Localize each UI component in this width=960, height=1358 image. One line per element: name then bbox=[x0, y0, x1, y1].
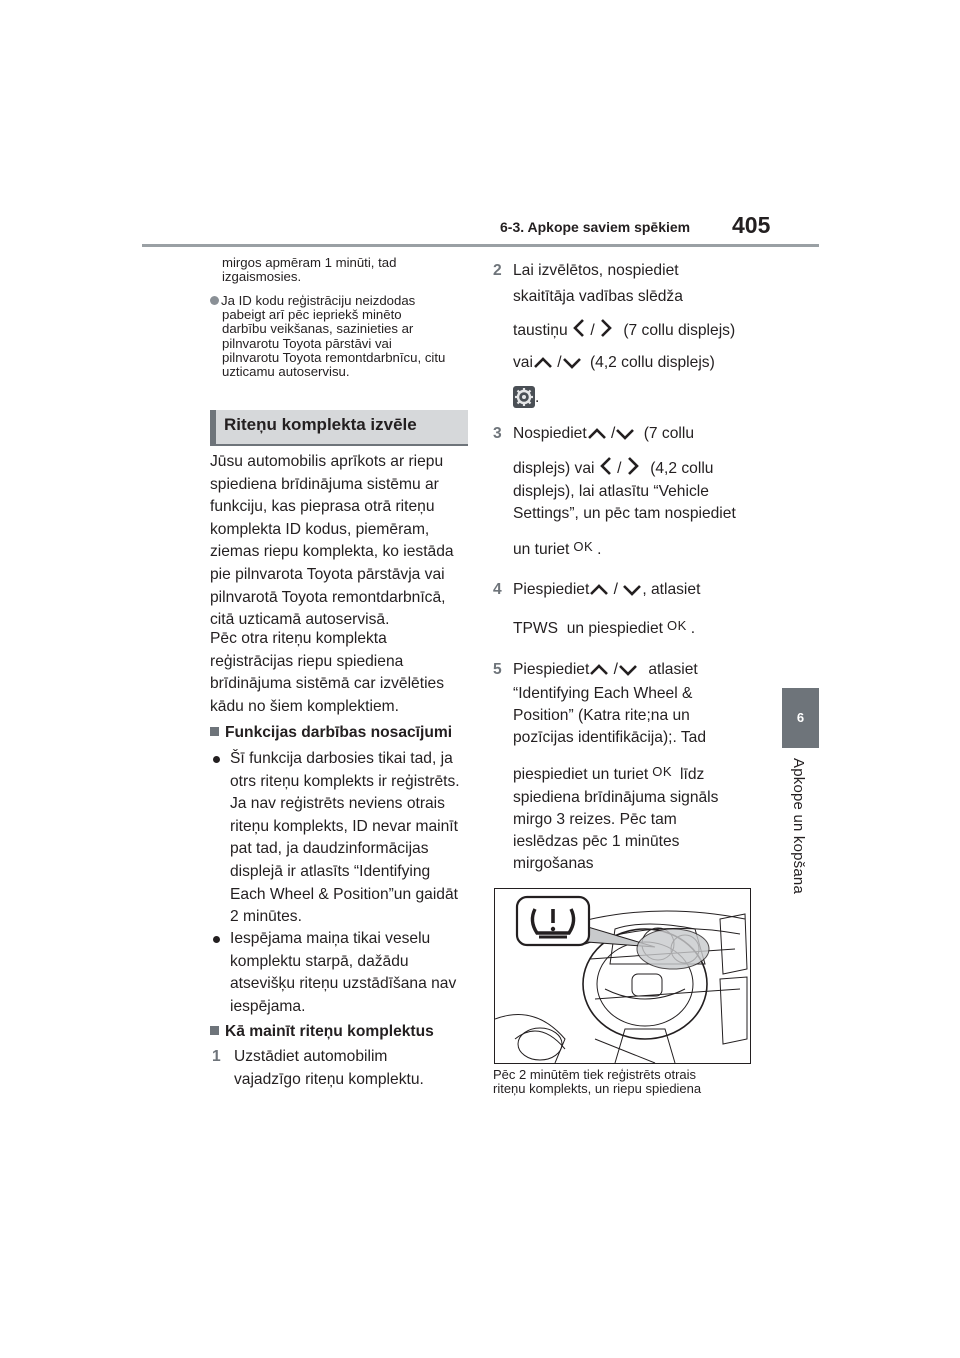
text-fragment: / bbox=[617, 460, 622, 477]
text-line: displejā ir atlasīts “Identifying bbox=[230, 862, 431, 880]
text-line: vajadzīgo riteņu komplektu. bbox=[234, 1070, 424, 1088]
chevron-down-icon bbox=[562, 356, 582, 370]
chevron-right-icon bbox=[599, 318, 613, 338]
text-fragment: . bbox=[690, 620, 696, 637]
text-line: Iespējama maiņa tikai veselu bbox=[230, 930, 431, 947]
text-line: Ja ID kodu reģistrāciju neizdodas bbox=[221, 293, 416, 308]
text-fragment: . bbox=[597, 541, 602, 558]
text-line: ziemas riepu komplekta, ko iestāda bbox=[210, 543, 454, 561]
text-line: mirgos apmēram 1 minūti, tad bbox=[222, 255, 397, 270]
text-fragment: Piespiediet bbox=[513, 581, 590, 598]
text-line: skaitītāja vadības slēdža bbox=[513, 288, 683, 305]
bullet-2 bbox=[230, 928, 456, 1018]
text-line: Lai izvēlētos, nospiediet bbox=[513, 262, 679, 279]
text-line bbox=[513, 615, 763, 645]
text-fragment: (7 collu bbox=[643, 425, 694, 442]
text-fragment: Piespiediet bbox=[513, 661, 590, 678]
text-line: pabeigt arī pēc iepriekš minēto bbox=[222, 307, 402, 323]
text-line: otrs riteņu komplekts ir reģistrēts. bbox=[230, 772, 460, 790]
text-fragment: taustiņu bbox=[513, 322, 568, 339]
text-fragment: / bbox=[613, 581, 618, 598]
gear-icon bbox=[513, 386, 535, 408]
page-number: 405 bbox=[732, 212, 771, 238]
step-number: 3 bbox=[493, 425, 502, 442]
chevron-down-icon bbox=[615, 427, 635, 441]
bullet-dot-icon bbox=[213, 756, 220, 763]
text-line: “Identifying Each Wheel & bbox=[513, 685, 693, 702]
text-fragment: displejs) vai bbox=[513, 460, 595, 477]
text-line: Pēc otra riteņu komplekta bbox=[210, 630, 387, 647]
text-fragment: atlasiet bbox=[648, 661, 698, 678]
bullet-1 bbox=[230, 748, 460, 929]
step-1-text bbox=[234, 1046, 424, 1091]
text-line: komplektu starpā, dažādu bbox=[230, 952, 409, 970]
chevron-right-icon bbox=[626, 456, 640, 476]
step-2-number bbox=[493, 260, 502, 283]
subheading-conditions bbox=[210, 722, 452, 745]
ok-button-icon: OK bbox=[666, 618, 687, 633]
dashboard-drawing bbox=[495, 889, 750, 1063]
text-line: kādu no šiem komplektiem. bbox=[210, 697, 399, 715]
chapter-tab-number: 6 bbox=[782, 688, 819, 748]
step-2-text bbox=[513, 260, 763, 416]
text-line bbox=[513, 579, 763, 615]
text-fragment: (7 collu displejs) bbox=[623, 322, 736, 339]
continued-text bbox=[222, 256, 396, 284]
text-line: pilnvarotu Toyota remontdarbnīcu, citu bbox=[222, 349, 446, 365]
subheading-text: Kā mainīt riteņu komplektus bbox=[225, 1023, 434, 1040]
text-line: Settings”, un pēc tam nospiediet bbox=[513, 505, 736, 522]
header-divider bbox=[142, 244, 819, 247]
text-fragment: Nospiediet bbox=[513, 425, 587, 442]
text-fragment: (4,2 collu displejs) bbox=[589, 354, 715, 371]
text-line: spiediena brīdinājuma sistēmu ar bbox=[210, 475, 439, 493]
text-fragment: (4,2 collu bbox=[650, 460, 714, 477]
dashboard-illustration bbox=[494, 888, 751, 1064]
paragraph-1 bbox=[210, 451, 454, 632]
text-line: funkciju, kas pieprasa otrā riteņu bbox=[210, 498, 435, 516]
step-number: 1 bbox=[212, 1048, 221, 1065]
text-fragment: / bbox=[611, 425, 616, 442]
text-line: Jūsu automobilis aprīkots ar riepu bbox=[210, 453, 444, 470]
text-fragment: un turiet bbox=[513, 541, 570, 558]
chevron-up-icon bbox=[587, 427, 607, 441]
text-line: Uzstādiet automobilim bbox=[234, 1048, 388, 1065]
text-line: riteņu komplekts, un riepu spiediena bbox=[493, 1080, 702, 1096]
text-line bbox=[513, 423, 763, 456]
step-5-number bbox=[493, 659, 502, 682]
text-line: Ja nav reģistrēts neviens otrais bbox=[230, 795, 445, 813]
chevron-up-icon bbox=[589, 663, 609, 677]
text-line: spiediena brīdinājuma signāls bbox=[513, 789, 719, 806]
text-line: riteņu komplekts, ID nevar mainīt bbox=[230, 817, 458, 835]
step-number: 5 bbox=[493, 661, 502, 678]
text-fragment: līdz bbox=[680, 766, 705, 783]
text-fragment: TPWS un piespiediet bbox=[513, 620, 663, 637]
step-3-number bbox=[493, 423, 502, 446]
chevron-left-icon bbox=[572, 318, 586, 338]
square-bullet-icon bbox=[210, 1026, 219, 1035]
paragraph-2 bbox=[210, 628, 444, 718]
text-fragment: / bbox=[557, 354, 562, 371]
text-line: pie pilnvarota Toyota pārstāvja vai bbox=[210, 565, 445, 583]
section-heading: Riteņu komplekta izvēle bbox=[224, 415, 417, 434]
step-5-text bbox=[513, 659, 763, 875]
text-line: pozīcijas identifikācija);. Tad bbox=[513, 729, 706, 746]
chevron-down-icon bbox=[618, 663, 638, 677]
text-line bbox=[513, 386, 763, 416]
bullet-dot-icon bbox=[213, 936, 220, 943]
text-line bbox=[513, 456, 763, 481]
text-line: reģistrācijas riepu spiediena bbox=[210, 652, 404, 670]
text-line bbox=[513, 761, 763, 787]
text-line: atsevišķu riteņu uzstādīšana nav bbox=[230, 975, 457, 993]
text-line: darbību veikšanas, sazinieties ar bbox=[222, 321, 414, 337]
text-line: Position” (Katra rite;na un bbox=[513, 707, 690, 724]
text-fragment: / bbox=[613, 661, 618, 678]
subheading-change-sets bbox=[210, 1021, 434, 1044]
square-bullet-icon bbox=[210, 727, 219, 736]
ok-button-icon: OK bbox=[652, 764, 673, 779]
chevron-left-icon bbox=[599, 456, 613, 476]
note-block bbox=[210, 294, 472, 379]
text-fragment: / bbox=[590, 322, 595, 339]
step-3-text bbox=[513, 423, 763, 566]
bullet-dot-icon bbox=[210, 296, 219, 305]
step-1 bbox=[212, 1046, 221, 1069]
chevron-up-icon bbox=[589, 583, 609, 597]
text-line bbox=[513, 536, 763, 566]
section-heading-bar bbox=[210, 410, 216, 444]
subheading-text: Funkcijas darbības nosacījumi bbox=[225, 724, 453, 741]
text-line: brīdinājuma sistēmā car izvēlēties bbox=[210, 675, 444, 693]
text-fragment: vai bbox=[513, 354, 533, 371]
text-line: Each Wheel & Position”un gaidāt bbox=[230, 885, 458, 903]
text-line: mirgo 3 reizes. Pēc tam bbox=[513, 811, 677, 828]
text-line: iespējama. bbox=[230, 997, 306, 1015]
text-line: pilnvarotā Toyota remontdarbnīcā, bbox=[210, 588, 446, 606]
text-line: uzticamu autoservisu. bbox=[222, 364, 350, 380]
step-number: 2 bbox=[493, 262, 502, 279]
step-number: 4 bbox=[493, 581, 502, 598]
text-line: 2 minūtes. bbox=[230, 908, 302, 926]
text-line: Pēc 2 minūtēm tiek reģistrēts otrais bbox=[493, 1067, 697, 1082]
text-line: komplekta ID kodus, piemēram, bbox=[210, 520, 430, 538]
figure-caption bbox=[493, 1068, 701, 1095]
text-line: pilnvarotu Toyota pārstāvi vai bbox=[222, 335, 392, 351]
text-line: pat tad, ja daudzinformācijas bbox=[230, 840, 429, 858]
header-section-title: 6-3. Apkope saviem spēkiem bbox=[500, 219, 691, 235]
chapter-tab-label: Apkope un kopšana bbox=[790, 758, 807, 895]
chevron-down-icon bbox=[622, 583, 642, 597]
section-heading-box bbox=[210, 410, 468, 446]
text-line bbox=[513, 318, 763, 352]
text-fragment: , atlasiet bbox=[642, 581, 701, 598]
text-fragment: . bbox=[535, 389, 540, 406]
ok-button-icon: OK bbox=[573, 539, 594, 554]
text-line: mirgošanas bbox=[513, 855, 594, 872]
text-line: ieslēdzas pēc 1 minūtes bbox=[513, 833, 680, 850]
text-line: displejs), lai atlasītu “Vehicle bbox=[513, 483, 709, 500]
text-line bbox=[513, 659, 763, 683]
text-line bbox=[513, 352, 763, 386]
text-fragment: piespiediet un turiet bbox=[513, 766, 649, 783]
chevron-up-icon bbox=[533, 356, 553, 370]
text-line: Šī funkcija darbosies tikai tad, ja bbox=[230, 750, 453, 767]
text-line: izgaismosies. bbox=[222, 269, 302, 285]
text-line: citā uzticamā autoservisā. bbox=[210, 611, 390, 629]
step-4-number bbox=[493, 579, 502, 602]
step-4-text bbox=[513, 579, 763, 645]
